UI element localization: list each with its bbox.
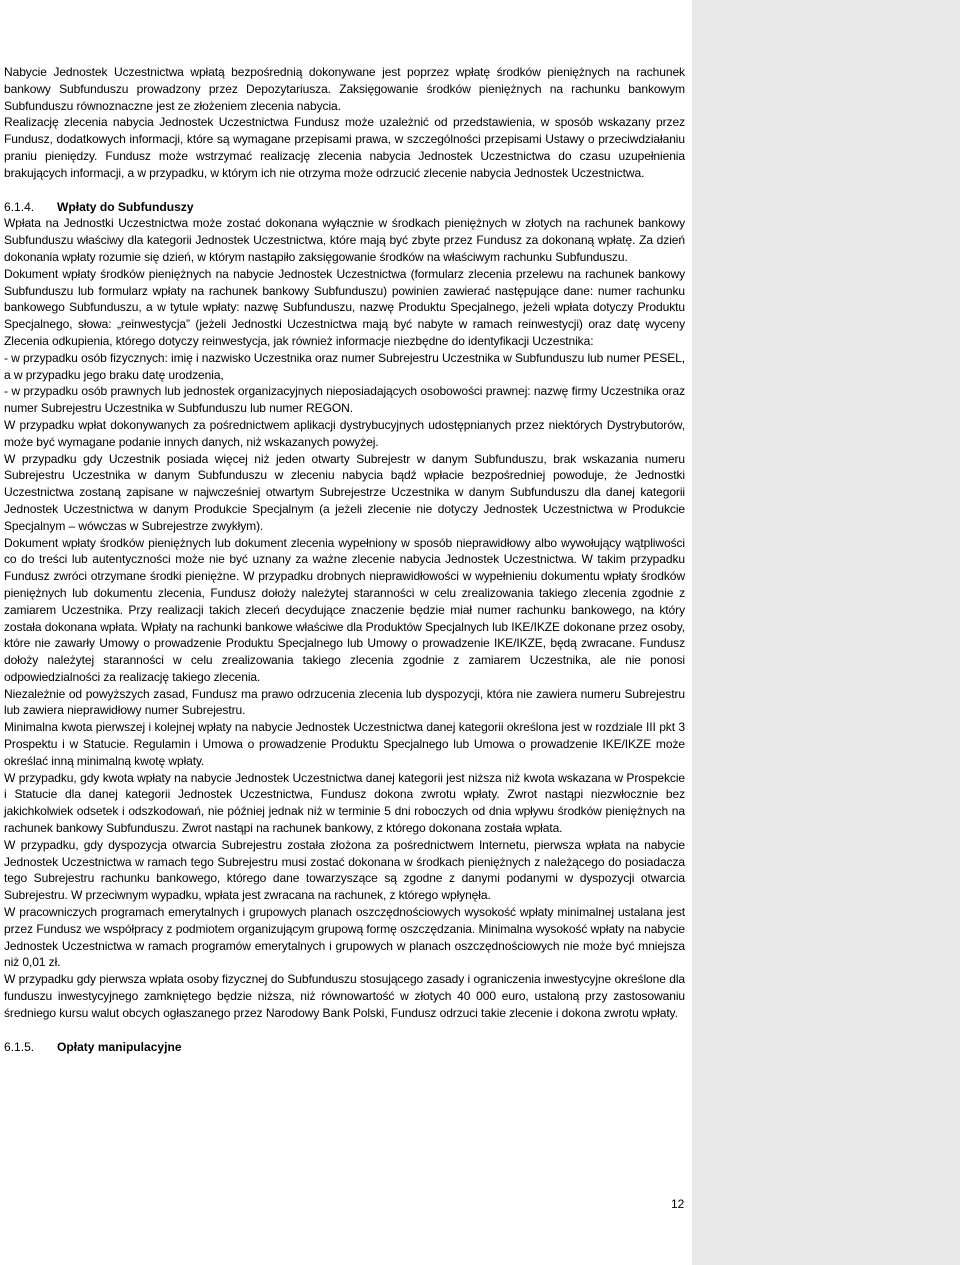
paragraph: Dokument wpłaty środków pieniężnych na nabycie Jednostek Uczestnictwa (formularz zlecenia przelewu na rachunek bankowy Subfunduszu lub formularz wpłaty na rachunek bankowy Subfunduszu) powinien zawierać następujące dane: numer rachunku bankowego Subfunduszu, a w tytule wpłaty: nazwę Subfunduszu, nazwę Produktu Specjalnego, jeżeli wpłata dotyczy Produktu Specjalnego, słowa: „reinwestycja” (jeżeli Jednostki Uczestnictwa mają być nabyte w ramach reinwestycji) oraz datę wyceny Zlecenia odkupienia, którego dotyczy reinwestycja, jak również informacje niezbędne do identyfikacji Uczestnika: bbox=[4, 266, 685, 348]
paragraph: W przypadku gdy pierwsza wpłata osoby fizycznej do Subfunduszu stosującego zasady i ograniczenia inwestycyjne określone dla funduszu inwestycyjnego zamkniętego będzie niższa, niż równowartość w złotych 40 000 euro, ustaloną przy zastosowaniu średniego kursu walut obcych ogłaszanego przez Narodowy Bank Polski, Fundusz odrzuci takie zlecenie i dokona zwrotu wpłaty. bbox=[4, 972, 685, 1020]
document-body bbox=[4, 64, 685, 1055]
section-heading-6-1-4 bbox=[4, 199, 685, 216]
paragraph: Minimalna kwota pierwszej i kolejnej wpłaty na nabycie Jednostek Uczestnictwa danej kategorii określona jest w rozdziale III pkt 3 Prospektu i w Statucie. Regulamin i Umowa o prowadzenie Produktu Specjalnego lub Umowa o prowadzenie IKE/IKZE może określać inną minimalną kwotę wpłaty. bbox=[4, 720, 685, 768]
paragraph: W przypadku wpłat dokonywanych za pośrednictwem aplikacji dystrybucyjnych udostępnianych przez niektórych Dystrybutorów, może być wymagane podanie innych danych, niż wskazanych powyżej. bbox=[4, 417, 685, 449]
paragraph: W przypadku gdy Uczestnik posiada więcej niż jeden otwarty Subrejestr w danym Subfunduszu, brak wskazania numeru Subrejestru Uczestnika w danym Subfunduszu w zleceniu nabycia bądź wpłacie bezpośredniej powoduje, że Jednostki Uczestnictwa zostaną zapisane w najwcześniej otwartym Subrejestrze Uczestnika w danym Subfunduszu dla danej kategorii Jednostek Uczestnictwa w danym Produkcie Specjalnym (a jeżeli zlecenie nie dotyczy Jednostek Uczestnictwa w Produkcie Specjalnym – wówczas w Subrejestrze zwykłym). bbox=[4, 451, 685, 533]
paragraph: W przypadku, gdy kwota wpłaty na nabycie Jednostek Uczestnictwa danej kategorii jest niższa niż kwota wskazana w Prospekcie i Statucie dla danej kategorii Jednostek Uczestnictwa, Fundusz dokona zwrotu wpłaty. Zwrot nastąpi niezwłocznie bez jakichkolwiek odsetek i odszkodowań, nie później jednak niż w terminie 5 dni roboczych od dnia wpływu środków pieniężnych na rachunek bankowy Subfunduszu. Zwrot nastąpi na rachunek bankowy, z którego dokonana została wpłata. bbox=[4, 770, 685, 836]
paragraph: W pracowniczych programach emerytalnych i grupowych planach oszczędnościowych wysokość wpłaty minimalnej ustalana jest przez Fundusz we współpracy z podmiotem organizującym grupową formę oszczędzania. Minimalna wysokość wpłaty na nabycie Jednostek Uczestnictwa w ramach programów emerytalnych i grupowych w planach oszczędnościowych nie może być mniejsza niż 0,01 zł. bbox=[4, 905, 685, 970]
section-heading-6-1-5 bbox=[4, 1039, 685, 1056]
list-item: - w przypadku osób prawnych lub jednostek organizacyjnych nieposiadających osobowości prawnej: nazwę firmy Uczestnika oraz numer Subrejestru Uczestnika w Subfunduszu lub numer REGON. bbox=[4, 384, 685, 416]
comment-margin-panel bbox=[692, 0, 960, 1265]
paragraph: Nabycie Jednostek Uczestnictwa wpłatą bezpośrednią dokonywane jest poprzez wpłatę środków pieniężnych na rachunek bankowy Subfunduszu prowadzony przez Depozytariusza. Zaksięgowanie środków pieniężnych na rachunku bankowym Subfunduszu równoznaczne jest ze złożeniem zlecenia nabycia. bbox=[4, 65, 685, 113]
paragraph: Realizację zlecenia nabycia Jednostek Uczestnictwa Fundusz może uzależnić od przedstawienia, w sposób wskazany przez Fundusz, dodatkowych informacji, które są wymagane przepisami prawa, w szczególności przepisami Ustawy o przeciwdziałaniu praniu pieniędzy. Fundusz może wstrzymać realizację zlecenia nabycia Jednostek Uczestnictwa do czasu uzupełnienia brakujących informacji, a w przypadku, w którym ich nie otrzyma może odrzucić zlecenie nabycia Jednostek Uczestnictwa. bbox=[4, 115, 685, 180]
section-number: 6.1.4. bbox=[4, 199, 35, 214]
section-number: 6.1.5. bbox=[4, 1039, 35, 1054]
paragraph: W przypadku, gdy dyspozycja otwarcia Subrejestru została złożona za pośrednictwem Internetu, pierwsza wpłata na nabycie Jednostek Uczestnictwa w ramach tego Subrejestru musi zostać dokonana w środkach pieniężnych z należącego do posiadacza tego Subrejestru rachunku bankowego, którego dane towarzyszące są zgodne z danymi podanymi w dyspozycji otwarcia Subrejestru. W przeciwnym wypadku, wpłata jest zwracana na rachunek, z którego wpłynęła. bbox=[4, 837, 685, 903]
paragraph: Wpłata na Jednostki Uczestnictwa może zostać dokonana wyłącznie w środkach pieniężnych w złotych na rachunek bankowy Subfunduszu właściwy dla kategorii Jednostek Uczestnictwa, które mają być zbyte przez Fundusz za dokonaną wpłatę. Za dzień dokonania wpłaty rozumie się dzień, w którym nastąpiło zaksięgowanie środków na właściwym rachunku Subfunduszu. bbox=[4, 216, 685, 264]
page-number: 12 bbox=[671, 1197, 685, 1211]
list-item: - w przypadku osób fizycznych: imię i nazwisko Uczestnika oraz numer Subrejestru Uczestnika w Subfunduszu lub numer PESEL, a w przypadku jego braku datę urodzenia, bbox=[4, 350, 685, 382]
section-title: Opłaty manipulacyjne bbox=[57, 1039, 182, 1054]
section-title: Wpłaty do Subfunduszy bbox=[57, 199, 194, 214]
paragraph: Dokument wpłaty środków pieniężnych lub dokument zlecenia wypełniony w sposób nieprawidłowy albo wywołujący wątpliwości co do treści lub autentyczności może nie być uznany za ważne zlecenie nabycia Jednostek Uczestnictwa. W takim przypadku Fundusz zwróci otrzymane środki pieniężne. W przypadku drobnych nieprawidłowości w wypełnieniu dokumentu wpłaty środków pieniężnych lub dokumentu zlecenia, Fundusz dołoży należytej staranności w celu zrealizowania takiego zlecenia zgodnie z zamiarem Uczestnika. Przy realizacji takich zleceń decydujące znaczenie będzie miał numer rachunku bankowego, na który została dokonana wpłata. Wpłaty na rachunki bankowe właściwe dla Produktów Specjalnych lub IKE/IKZE dokonane przez osoby, które nie zawarły Umowy o prowadzenie Produktu Specjalnego lub Umowy o prowadzenie IKE/IKZE, będą zwracane. Fundusz dołoży należytej staranności w celu zrealizowania takiego zlecenia zgodnie z zamiarem Uczestnika, ale nie ponosi odpowiedzialności za realizację takiego zlecenia. bbox=[4, 535, 685, 684]
paragraph: Niezależnie od powyższych zasad, Fundusz ma prawo odrzucenia zlecenia lub dyspozycji, która nie zawiera numeru Subrejestru lub zawiera nieprawidłowy numer Subrejestru. bbox=[4, 686, 685, 718]
